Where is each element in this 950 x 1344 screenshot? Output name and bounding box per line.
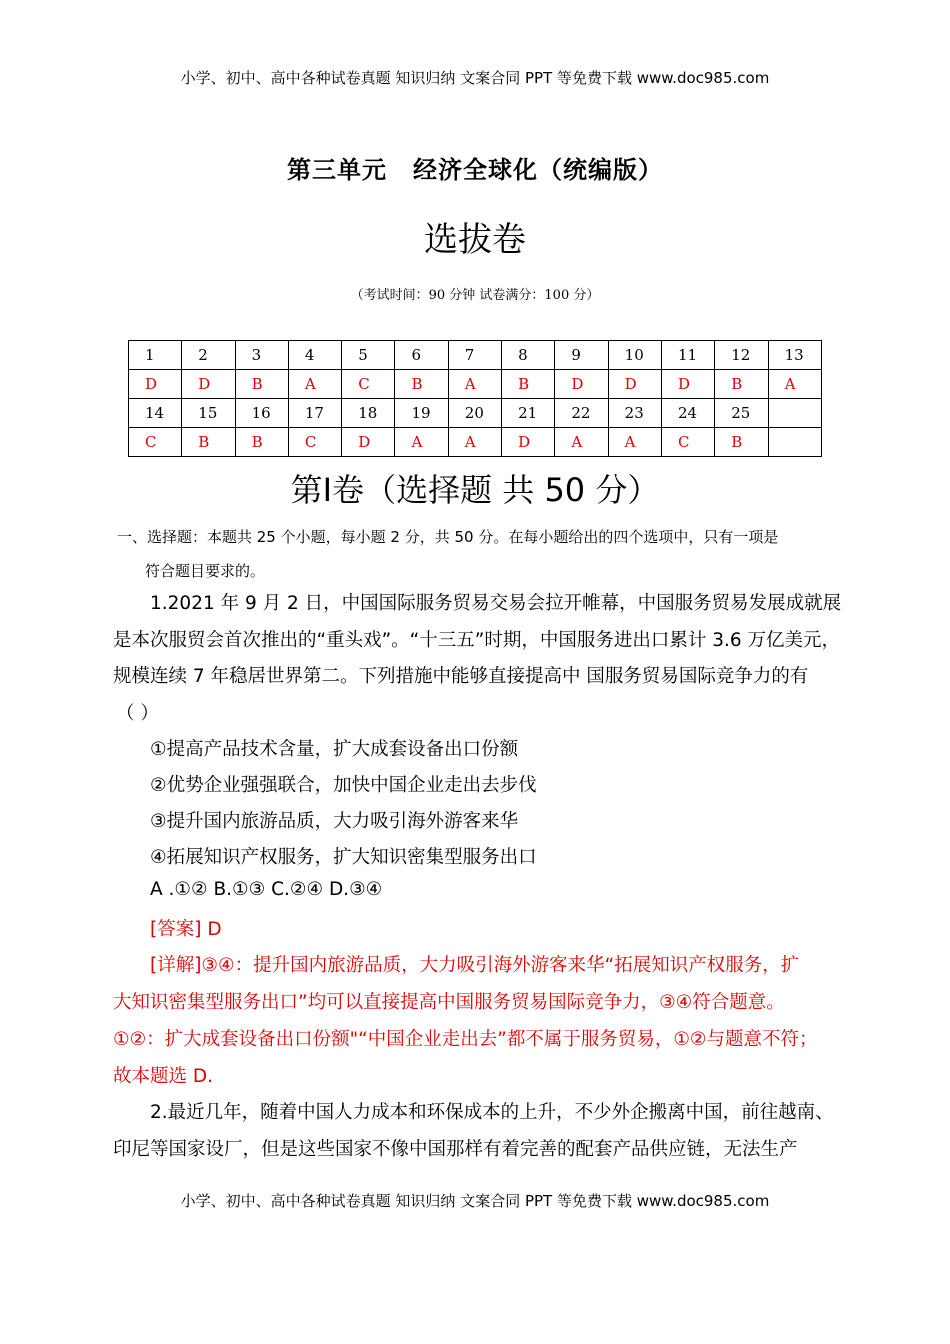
answer-cell: D [182, 370, 235, 399]
question-number-cell: 8 [502, 341, 555, 370]
question-number-cell: 24 [661, 399, 714, 428]
question-number-cell: 20 [448, 399, 501, 428]
question-number-cell: 1 [129, 341, 182, 370]
instructions-line: 一、选择题：本题共 25 个小题，每小题 2 分，共 50 分。在每小题给出的四个选项中，只有一项是 [117, 528, 779, 546]
question-number-cell: 11 [661, 341, 714, 370]
answer-cell: D [342, 428, 395, 457]
answer-cell: A [448, 428, 501, 457]
answer-cell: B [235, 428, 288, 457]
answer-cell: D [129, 370, 182, 399]
unit-title-part1: 第三单元 [287, 156, 387, 184]
question2-stem-line: 印尼等国家设厂，但是这些国家不像中国那样有着完善的配套产品供应链，无法生产 [113, 1139, 798, 1160]
question-number-cell: 13 [768, 341, 821, 370]
question-number-cell: 23 [608, 399, 661, 428]
answer-cell: C [129, 428, 182, 457]
page-header: 小学、初中、高中各种试卷真题 知识归纳 文案合同 PPT 等免费下载 www.doc985.com [180, 69, 770, 87]
question1-stem-line: （ ） [116, 703, 159, 724]
answer-cell: B [182, 428, 235, 457]
question1-stem-line: 是本次服贸会首次推出的“重头戏”。“十三五”时期，中国服务进出口累计 3.6 万亿美元， [113, 630, 841, 651]
answer-table-row [129, 370, 822, 399]
question-number-cell: 7 [448, 341, 501, 370]
question-number-cell: 22 [555, 399, 608, 428]
answer-cell: D [608, 370, 661, 399]
question1-option: ②优势企业强强联合，加快中国企业走出去步伐 [150, 775, 537, 796]
question1-option: ④拓展知识产权服务，扩大知识密集型服务出口 [150, 847, 537, 868]
answer-cell: A [768, 370, 821, 399]
question1-explanation-line: 故本题选 D. [113, 1066, 214, 1087]
question-number-cell: 9 [555, 341, 608, 370]
answer-cell: A [608, 428, 661, 457]
question-number-cell: 3 [235, 341, 288, 370]
answer-cell: D [502, 428, 555, 457]
question1-answer: [答案] D [150, 919, 222, 940]
paper-subtitle: 选拔卷 [424, 220, 526, 260]
answer-cell: B [502, 370, 555, 399]
question1-explanation-line: ①②：扩大成套设备出口份额"“中国企业走出去”都不属于服务贸易，①②与题意不符； [113, 1029, 818, 1050]
question-number-cell: 15 [182, 399, 235, 428]
answer-cell: C [661, 428, 714, 457]
answer-cell: B [395, 370, 448, 399]
unit-title-part2: 经济全球化（统编版） [413, 156, 663, 184]
question1-stem-line: 1.2021 年 9 月 2 日，中国国际服务贸易交易会拉开帷幕，中国服务贸易发展成就展 [150, 593, 842, 614]
question1-stem-line: 规模连续 7 年稳居世界第二。下列措施中能够直接提高中 国服务贸易国际竞争力的有 [113, 666, 809, 687]
question-number-cell: 4 [288, 341, 341, 370]
answer-table-row [129, 428, 822, 457]
answer-cell: C [342, 370, 395, 399]
answer-table-row [129, 341, 822, 370]
question-number-cell: 21 [502, 399, 555, 428]
page-footer: 小学、初中、高中各种试卷真题 知识归纳 文案合同 PPT 等免费下载 www.doc985.com [180, 1192, 770, 1210]
question1-choices: A .①② B.①③ C.②④ D.③④ [150, 879, 383, 900]
question-number-cell: 18 [342, 399, 395, 428]
answer-cell: A [448, 370, 501, 399]
exam-info: （考试时间：90 分钟 试卷满分：100 分） [350, 288, 600, 303]
question-number-cell: 14 [129, 399, 182, 428]
unit-title [0, 150, 950, 185]
question-number-cell: 25 [715, 399, 768, 428]
question-number-cell: 16 [235, 399, 288, 428]
question1-explanation-line: [详解]③④：提升国内旅游品质，大力吸引海外游客来华“拓展知识产权服务，扩 [150, 955, 800, 976]
answer-table [128, 340, 822, 457]
answer-cell: C [288, 428, 341, 457]
question1-option: ①提高产品技术含量，扩大成套设备出口份额 [150, 739, 519, 760]
answer-cell: D [555, 370, 608, 399]
answer-cell: B [715, 370, 768, 399]
question-number-cell: 5 [342, 341, 395, 370]
question1-explanation-line: 大知识密集型服务出口”均可以直接提高中国服务贸易国际竞争力，③④符合题意。 [113, 992, 785, 1013]
instructions-line: 符合题目要求的。 [145, 562, 266, 580]
answer-table-row [129, 399, 822, 428]
answer-cell: A [288, 370, 341, 399]
question2-stem-line: 2.最近几年，随着中国人力成本和环保成本的上升，不少外企搬离中国，前往越南、 [150, 1102, 834, 1123]
answer-cell: A [555, 428, 608, 457]
answer-cell [768, 428, 821, 457]
question-number-cell [768, 399, 821, 428]
answer-cell: B [715, 428, 768, 457]
question-number-cell: 2 [182, 341, 235, 370]
answer-cell: A [395, 428, 448, 457]
question-number-cell: 12 [715, 341, 768, 370]
section-title: 第Ⅰ卷（选择题 共 50 分） [290, 471, 660, 509]
question-number-cell: 17 [288, 399, 341, 428]
question-number-cell: 10 [608, 341, 661, 370]
question-number-cell: 19 [395, 399, 448, 428]
answer-cell: D [661, 370, 714, 399]
question-number-cell: 6 [395, 341, 448, 370]
answer-cell: B [235, 370, 288, 399]
question1-option: ③提升国内旅游品质，大力吸引海外游客来华 [150, 811, 519, 832]
